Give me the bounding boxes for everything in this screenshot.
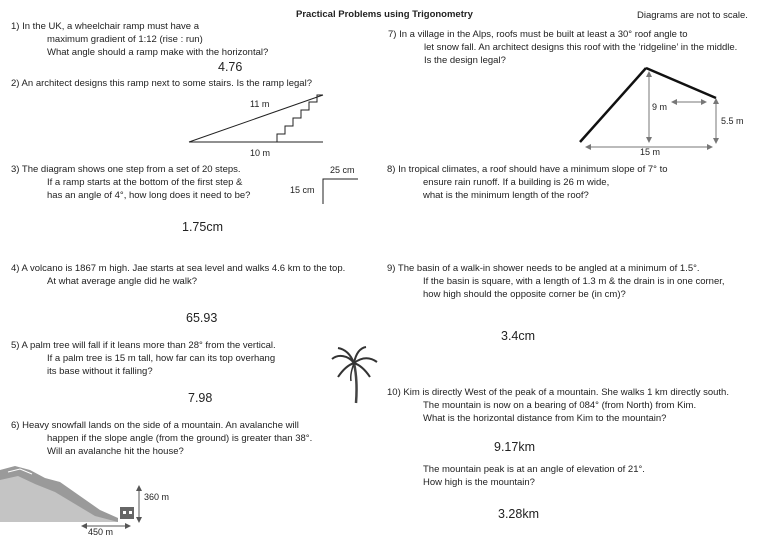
- q1-line1: 1) In the UK, a wheelchair ramp must have a: [11, 21, 199, 32]
- question-5: [11, 339, 331, 378]
- q6-line1: 6) Heavy snowfall lands on the side of a mountain. An avalanche will: [11, 420, 299, 431]
- q3-answer: 1.75cm: [182, 220, 223, 234]
- q4-line2: At what average angle did he walk?: [47, 276, 197, 287]
- q6-height-label: 360 m: [144, 492, 170, 502]
- q8-line3: what is the minimum length of the roof?: [423, 190, 589, 201]
- question-8: [387, 163, 757, 202]
- step-diagram: [320, 176, 360, 206]
- question-1: [11, 20, 331, 59]
- q7-line2: let snow fall. An architect designs this roof with the ‘ridgeline’ in the middle.: [424, 42, 738, 53]
- q3-line3: has an angle of 4°, how long does it need to be?: [47, 190, 251, 201]
- scale-note: Diagrams are not to scale.: [637, 10, 748, 21]
- q1-line2: maximum gradient of 1:12 (rise : run): [47, 34, 203, 45]
- question-9: [387, 262, 762, 301]
- q1-line3: What angle should a ramp make with the horizontal?: [47, 47, 269, 58]
- q2-base-label: 10 m: [250, 148, 271, 158]
- q5-line1: 5) A palm tree will fall if it leans more than 28° from the vertical.: [11, 340, 276, 351]
- q9-line3: how high should the opposite corner be (in cm)?: [423, 289, 626, 300]
- question-10-part-2: [423, 463, 763, 489]
- q9-line2: If the basin is square, with a length of 1.3 m & the drain is in one corner,: [423, 276, 725, 287]
- q4-answer: 65.93: [186, 311, 218, 325]
- q3-line2: If a ramp starts at the bottom of the first step &: [47, 177, 243, 188]
- q6-line2: happen if the slope angle (from the ground) is greater than 38°.: [47, 433, 313, 444]
- q8-line1: 8) In tropical climates, a roof should have a minimum slope of 7° to: [387, 164, 668, 175]
- q2-slope-label: 11 m: [250, 99, 270, 109]
- q10-line2: The mountain is now on a bearing of 084° (from North) from Kim.: [423, 400, 697, 411]
- q5-answer: 7.98: [188, 391, 213, 405]
- question-3: [11, 163, 311, 202]
- q10-line4: The mountain peak is at an angle of elevation of 21°.: [423, 464, 645, 475]
- mountain-avalanche-diagram: [0, 460, 160, 540]
- q7-base-label: 15 m: [640, 147, 661, 157]
- q9-line1: 9) The basin of a walk-in shower needs to be angled at a minimum of 1.5°.: [387, 263, 700, 274]
- q4-line1: 4) A volcano is 1867 m high. Jae starts at sea level and walks 4.6 km to the top.: [11, 263, 346, 274]
- q10-answer-1: 9.17km: [494, 440, 535, 454]
- q10-line1: 10) Kim is directly West of the peak of a mountain. She walks 1 km directly south.: [387, 387, 729, 398]
- q7-line3: Is the design legal?: [424, 55, 506, 66]
- q2-line1: 2) An architect designs this ramp next to some stairs. Is the ramp legal?: [11, 78, 312, 89]
- q10-answer-2: 3.28km: [498, 507, 539, 521]
- question-4: [11, 262, 381, 288]
- q1-answer: 4.76: [218, 60, 243, 74]
- q3-width-label: 25 cm: [330, 165, 355, 175]
- q3-line1: 3) The diagram shows one step from a set of 20 steps.: [11, 164, 241, 175]
- palm-tree-illustration: [330, 345, 380, 405]
- q3-height-label: 15 cm: [290, 185, 315, 195]
- q5-line3: its base without it falling?: [47, 366, 153, 377]
- question-10: [387, 386, 762, 425]
- question-6: [11, 419, 351, 458]
- q7-ridge-label: 9 m: [652, 102, 668, 112]
- q8-line2: ensure rain runoff. If a building is 26 m wide,: [423, 177, 610, 188]
- q10-line3: What is the horizontal distance from Kim to the mountain?: [423, 413, 667, 424]
- q6-line3: Will an avalanche hit the house?: [47, 446, 184, 457]
- q7-line1: 7) In a village in the Alps, roofs must be built at least a 30° roof angle to: [388, 29, 688, 40]
- q5-line2: If a palm tree is 15 m tall, how far can its top overhang: [47, 353, 276, 364]
- q6-base-label: 450 m: [88, 527, 114, 537]
- page-title: Practical Problems using Trigonometry: [296, 9, 473, 20]
- q9-answer: 3.4cm: [501, 329, 536, 343]
- q10-line5: How high is the mountain?: [423, 477, 535, 488]
- q7-side-label: 5.5 m: [721, 116, 744, 126]
